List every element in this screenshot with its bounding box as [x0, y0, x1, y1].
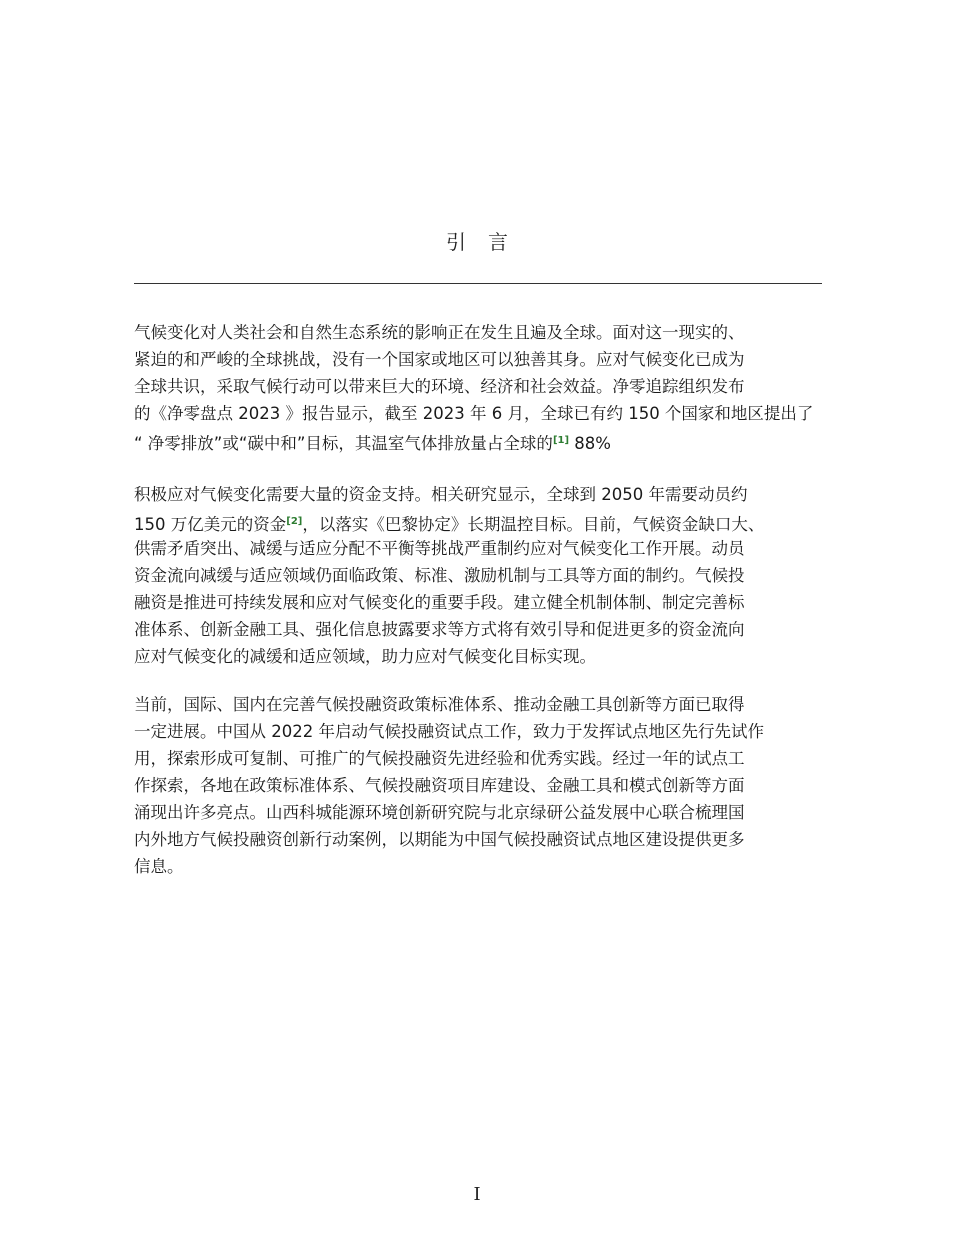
text-line: 资金流向减缓与适应领域仍面临政策、标准、激励机制与工具等方面的制约。气候投: [134, 566, 745, 585]
line-text: 88%: [569, 434, 611, 453]
text-line: 紧迫的和严峻的全球挑战，没有一个国家或地区可以独善其身。应对气候变化已成为: [134, 350, 745, 369]
text-line: 作探索，各地在政策标准体系、气候投融资项目库建设、金融工具和模式创新等方面: [134, 776, 745, 795]
text-line: 应对气候变化的减缓和适应领域，助力应对气候变化目标实现。: [134, 647, 596, 666]
text-line: 用，探索形成可复制、可推广的气候投融资先进经验和优秀实践。经过一年的试点工: [134, 749, 745, 768]
text-line: [134, 508, 834, 535]
text-line: 一定进展。中国从 2022 年启动气候投融资试点工作，致力于发挥试点地区先行先试作: [134, 722, 764, 741]
page-title: 引言: [446, 230, 530, 254]
text-line: 供需矛盾突出、减缓与适应分配不平衡等挑战严重制约应对气候变化工作开展。动员: [134, 539, 745, 558]
text-line: [134, 427, 834, 454]
text-line: 气候变化对人类社会和自然生态系统的影响正在发生且遍及全球。面对这一现实的、: [134, 323, 745, 342]
line-text: 150 万亿美元的资金: [134, 515, 287, 534]
text-line: 当前，国际、国内在完善气候投融资政策标准体系、推动金融工具创新等方面已取得: [134, 695, 745, 714]
line-text: “ 净零排放”或“碳中和”目标，其温室气体排放量占全球的: [134, 434, 553, 453]
line-text: ，以落实《巴黎协定》长期温控目标。目前，气候资金缺口大、: [302, 515, 765, 534]
text-line: 内外地方气候投融资创新行动案例，以期能为中国气候投融资试点地区建设提供更多: [134, 830, 745, 849]
page-number: I: [473, 1184, 481, 1205]
title-divider: [134, 283, 822, 284]
text-line: 信息。: [134, 857, 184, 876]
reference-link-1[interactable]: [1]: [552, 435, 570, 446]
text-line: 全球共识，采取气候行动可以带来巨大的环境、经济和社会效益。净零追踪组织发布: [134, 377, 745, 396]
paragraph-3: [134, 691, 834, 880]
text-line: 积极应对气候变化需要大量的资金支持。相关研究显示，全球到 2050 年需要动员约: [134, 485, 748, 504]
text-line: 的《净零盘点 2023 》报告显示，截至 2023 年 6 月，全球已有约 150 个国家和地区提出了: [134, 404, 814, 423]
text-line: 涌现出许多亮点。山西科城能源环境创新研究院与北京绿研公益发展中心联合梳理国: [134, 803, 745, 822]
reference-link-2[interactable]: [2]: [286, 516, 303, 527]
paragraph-2: [134, 481, 834, 670]
paragraph-1: [134, 319, 834, 454]
text-line: 融资是推进可持续发展和应对气候变化的重要手段。建立健全机制体制、制定完善标: [134, 593, 745, 612]
text-line: 准体系、创新金融工具、强化信息披露要求等方式将有效引导和促进更多的资金流向: [134, 620, 745, 639]
